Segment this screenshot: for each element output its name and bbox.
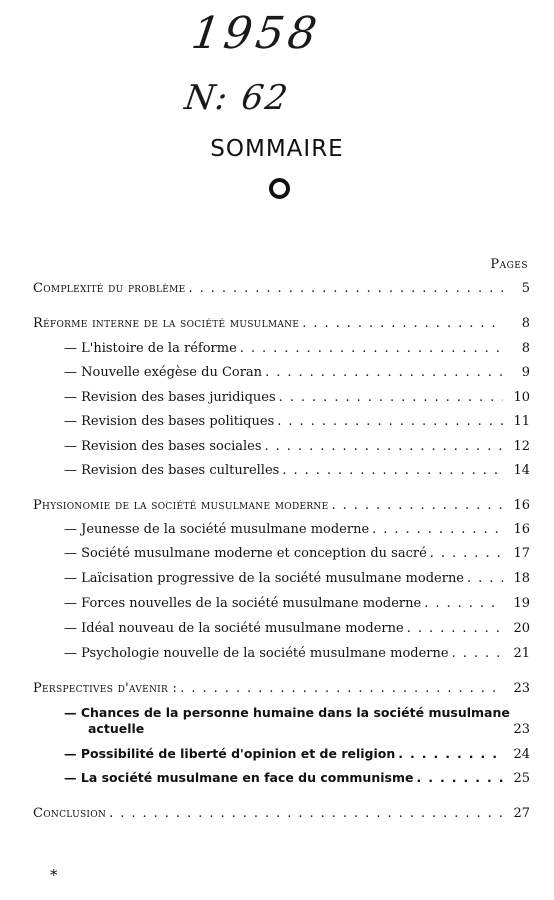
toc-label: Réforme interne de la société musulmane bbox=[33, 316, 300, 331]
toc-label: — Revision des bases culturelles bbox=[64, 463, 280, 478]
toc-label: Conclusion bbox=[33, 806, 107, 821]
toc-item[interactable] bbox=[33, 746, 530, 763]
toc-label: — Psychologie nouvelle de la société musulmane moderne bbox=[64, 646, 449, 661]
toc-section-reforme[interactable] bbox=[33, 316, 530, 332]
toc-item[interactable] bbox=[33, 621, 530, 637]
toc-label: Perspectives d'avenir : bbox=[33, 681, 178, 696]
toc-page: 24 bbox=[513, 747, 530, 762]
toc-item-line1[interactable] bbox=[64, 705, 530, 721]
toc-item[interactable] bbox=[33, 770, 530, 787]
toc-item[interactable] bbox=[33, 646, 530, 662]
toc-section-perspectives[interactable] bbox=[33, 681, 530, 697]
toc-section-conclusion[interactable] bbox=[33, 806, 530, 822]
toc-section-complexite[interactable] bbox=[33, 281, 530, 297]
toc-page: 25 bbox=[513, 771, 530, 786]
toc-page: 5 bbox=[521, 281, 530, 296]
toc-page: 16 bbox=[513, 498, 530, 513]
toc-page: 21 bbox=[513, 646, 530, 661]
asterisk-mark: * bbox=[50, 866, 58, 884]
toc-label: — Nouvelle exégèse du Coran bbox=[64, 365, 263, 380]
toc-label: — Chances de la personne humaine dans la société musulmane bbox=[64, 705, 510, 720]
page-title: SOMMAIRE bbox=[210, 136, 344, 162]
toc-label: Physionomie de la société musulmane moderne bbox=[33, 498, 329, 513]
toc-page: 19 bbox=[513, 596, 530, 611]
toc-label: — L'histoire de la réforme bbox=[64, 341, 237, 356]
toc-page: 8 bbox=[521, 341, 530, 356]
toc-page: 14 bbox=[513, 463, 530, 478]
toc-item[interactable] bbox=[33, 439, 530, 455]
pages-column-label: Pages bbox=[490, 257, 528, 272]
toc-label: — Forces nouvelles de la société musulmane moderne bbox=[64, 596, 422, 611]
toc-item[interactable] bbox=[33, 341, 530, 357]
toc-label: — Revision des bases juridiques bbox=[64, 390, 276, 405]
toc-item[interactable] bbox=[33, 365, 530, 381]
toc-item-line2[interactable] bbox=[33, 721, 530, 738]
toc-page: 11 bbox=[513, 414, 530, 429]
toc-page: 23 bbox=[513, 681, 530, 696]
toc-label: — Revision des bases sociales bbox=[64, 439, 262, 454]
toc-label: — Possibilité de liberté d'opinion et de religion bbox=[64, 746, 396, 761]
toc-page: 9 bbox=[521, 365, 530, 380]
toc-page: 10 bbox=[513, 390, 530, 405]
handwritten-year: 1958 bbox=[188, 8, 324, 59]
toc-section-physionomie[interactable] bbox=[33, 498, 530, 514]
circle-ornament-icon bbox=[269, 178, 290, 199]
toc-page: 16 bbox=[513, 522, 530, 537]
toc-label: — Jeunesse de la société musulmane moderne bbox=[64, 522, 370, 537]
toc-label: — Idéal nouveau de la société musulmane moderne bbox=[64, 621, 404, 636]
toc-page: 23 bbox=[513, 722, 530, 737]
toc-label: — La société musulmane en face du communisme bbox=[64, 770, 414, 785]
toc-page: 18 bbox=[513, 571, 530, 586]
toc-item[interactable] bbox=[33, 390, 530, 406]
toc-label: — Revision des bases politiques bbox=[64, 414, 275, 429]
toc-page: 8 bbox=[521, 316, 530, 331]
handwritten-issue-number: N: 62 bbox=[182, 78, 292, 118]
toc-label: actuelle bbox=[88, 721, 145, 736]
toc-page: 17 bbox=[513, 546, 530, 561]
toc-page: 27 bbox=[513, 806, 530, 821]
toc-item[interactable] bbox=[33, 596, 530, 612]
toc-label: Complexité du problème bbox=[33, 281, 186, 296]
toc-item[interactable] bbox=[33, 546, 530, 562]
toc-item[interactable] bbox=[33, 414, 530, 430]
toc-item[interactable] bbox=[33, 571, 530, 587]
toc-item[interactable] bbox=[33, 463, 530, 479]
toc-label: — Laïcisation progressive de la société musulmane moderne bbox=[64, 571, 465, 586]
toc-page: 12 bbox=[513, 439, 530, 454]
toc-item[interactable] bbox=[33, 522, 530, 538]
toc-page: 20 bbox=[513, 621, 530, 636]
toc-label: — Société musulmane moderne et conception du sacré bbox=[64, 546, 427, 561]
